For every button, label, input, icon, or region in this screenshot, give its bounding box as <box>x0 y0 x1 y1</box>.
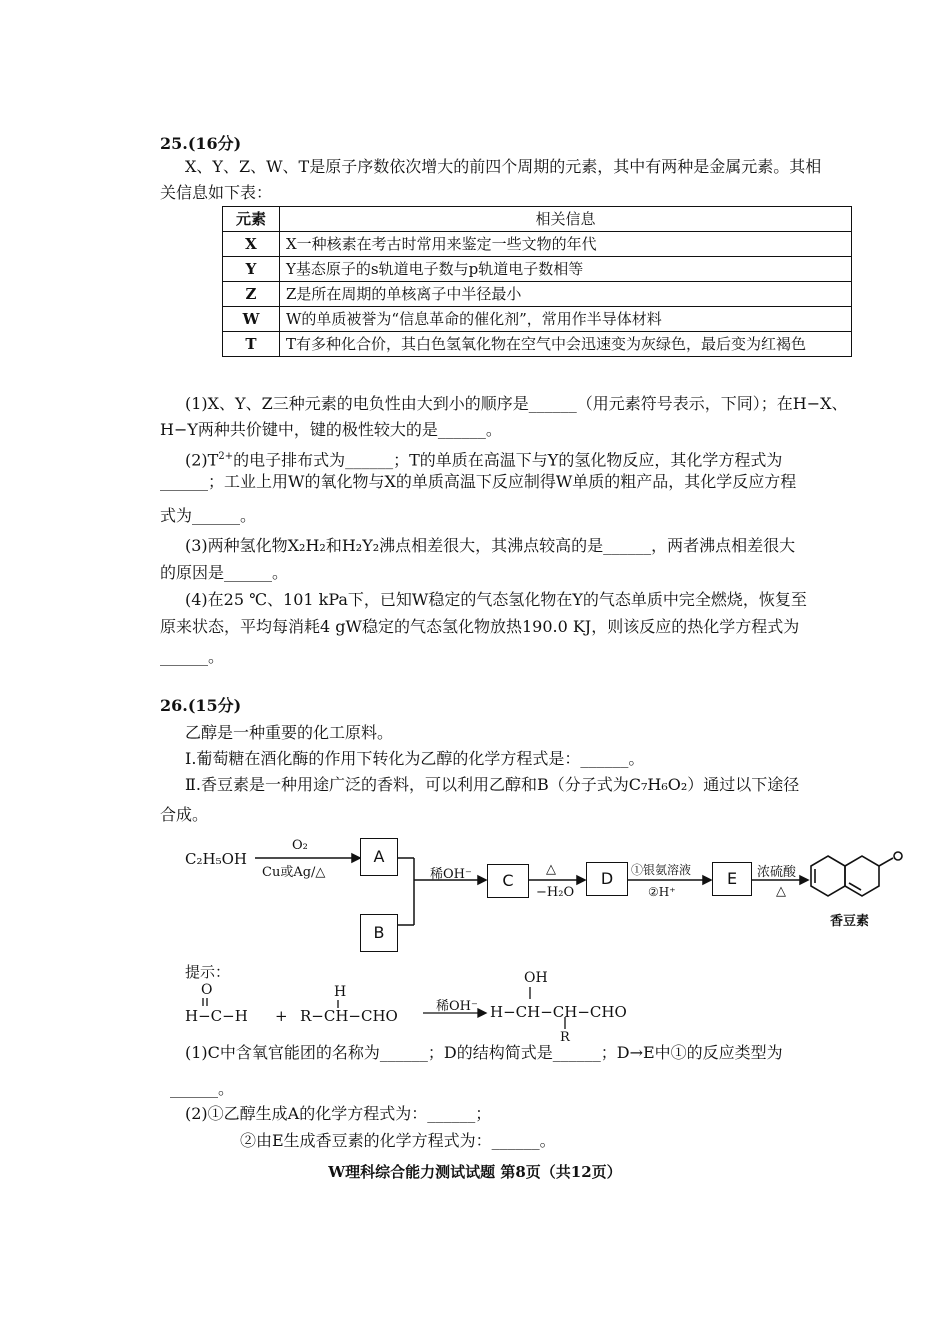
table-cell-info: Z是所在周期的单核离子中半径最小 <box>280 282 852 307</box>
q25-part4-line2: 原来状态，平均每消耗4 gW稳定的气态氢化物放热190.0 KJ，则该反应的热化学方程式为 <box>160 617 800 636</box>
scheme-start: C₂H₅OH <box>185 850 247 868</box>
q26-part-ii-line2: 合成。 <box>160 805 209 824</box>
hint-carbonyl-o: O <box>201 982 213 998</box>
q25-part2-prefix: (2)T <box>185 450 219 470</box>
table-header-info: 相关信息 <box>280 207 852 232</box>
table-cell-element: T <box>223 332 280 357</box>
hint-label: 提示： <box>185 963 231 981</box>
compound-a-box: A <box>360 838 398 876</box>
q25-part1-line1: (1)X、Y、Z三种元素的电负性由大到小的顺序是______（用元素符号表示，下同）；在H−X、 <box>185 394 848 413</box>
hint-plus: + <box>275 1007 288 1025</box>
table-cell-info: Y基态原子的s轨道电子数与p轨道电子数相等 <box>280 257 852 282</box>
compound-c-box: C <box>487 864 529 898</box>
q25-part3-line1: (3)两种氢化物X₂H₂和H₂Y₂沸点相差很大，其沸点较高的是______，两者沸点相差很大 <box>185 536 796 555</box>
arrow5-bottom: △ <box>776 884 786 899</box>
arrow3-top: △ <box>546 862 556 877</box>
hint-reagent: R−CH−CHO <box>300 1007 398 1025</box>
compound-d-box: D <box>586 862 628 896</box>
arrow1-bottom: Cu或Ag/△ <box>262 865 326 880</box>
q26-part2-line2: ②由E生成香豆素的化学方程式为：______。 <box>240 1131 556 1150</box>
table-cell-element: W <box>223 307 280 332</box>
q25-part3-line2: 的原因是______。 <box>160 563 289 582</box>
q25-intro-line1: X、Y、Z、W、T是原子序数依次增大的前四个周期的元素，其中有两种是金属元素。其相 <box>185 157 822 176</box>
q25-part4-line3: ______。 <box>160 647 225 666</box>
compound-b-box: B <box>360 914 398 952</box>
arrow2-top: 稀OH⁻ <box>430 867 472 882</box>
table-cell-info: W的单质被誉为“信息革命的催化剂”，常用作半导体材料 <box>280 307 852 332</box>
arrow4-top: ①银氨溶液 <box>631 863 692 877</box>
hint-r-bottom: R <box>560 1030 570 1045</box>
q26-part2-line1: (2)①乙醇生成A的化学方程式为：______； <box>185 1104 492 1123</box>
table-header-element: 元素 <box>223 207 280 232</box>
q26-part-ii-line1: Ⅱ.香豆素是一种用途广泛的香料，可以利用乙醇和B（分子式为C₇H₆O₂）通过以下途径 <box>185 775 800 794</box>
q26-part1-line1: (1)C中含氧官能团的名称为______；D的结构简式是______；D→E中①的反应类型为 <box>185 1043 783 1062</box>
q26-heading: 26.(15分) <box>160 696 242 715</box>
hint-formaldehyde: H−C−H <box>185 1007 248 1025</box>
hint-oh-top: OH <box>524 970 548 986</box>
table-cell-element: Y <box>223 257 280 282</box>
q25-part2-line3: 式为______。 <box>160 506 257 525</box>
q25-part2-line2: ______；工业上用W的氧化物与X的单质高温下反应制得W单质的粗产品，其化学反应方程 <box>160 472 797 491</box>
hint-condition: 稀OH⁻ <box>436 999 478 1014</box>
compound-e-box: E <box>712 862 752 896</box>
q25-part1-line2: H−Y两种共价键中，键的极性较大的是______。 <box>160 420 502 439</box>
q26-intro: 乙醇是一种重要的化工原料。 <box>185 723 394 742</box>
table-cell-info: T有多种化合价，其白色氢氧化物在空气中会迅速变为灰绿色，最后变为红褐色 <box>280 332 852 357</box>
table-cell-element: Z <box>223 282 280 307</box>
q25-heading: 25.(16分) <box>160 134 242 153</box>
hint-product: H−CH−CH−CHO <box>490 1003 627 1021</box>
page-footer: W理科综合能力测试试题 第8页（共12页） <box>328 1163 622 1181</box>
q26-part-i: Ⅰ.葡萄糖在酒化酶的作用下转化为乙醇的化学方程式是：______。 <box>185 749 645 768</box>
arrow5-top: 浓硫酸 <box>757 865 797 880</box>
table-cell-element: X <box>223 232 280 257</box>
table-cell-info: X一种核素在考古时常用来鉴定一些文物的年代 <box>280 232 852 257</box>
q25-part2-text: 的电子排布式为______；T的单质在高温下与Y的氢化物反应，其化学方程式为 <box>233 450 783 470</box>
q26-part1-line2: ______。 <box>170 1079 235 1098</box>
arrow1-top: O₂ <box>292 838 308 853</box>
q25-part4-line1: (4)在25 ℃、101 kPa下，已知W稳定的气态氢化物在Y的气态单质中完全燃烧，恢复至 <box>185 590 807 609</box>
q25-intro-line2: 关信息如下表： <box>160 183 273 202</box>
hint-h-top: H <box>334 984 347 1000</box>
product-label: 香豆素 <box>830 914 870 929</box>
arrow3-bottom: −H₂O <box>536 885 575 900</box>
arrow4-bottom: ②H⁺ <box>648 885 676 899</box>
q25-part2-superscript: 2+ <box>218 451 234 462</box>
